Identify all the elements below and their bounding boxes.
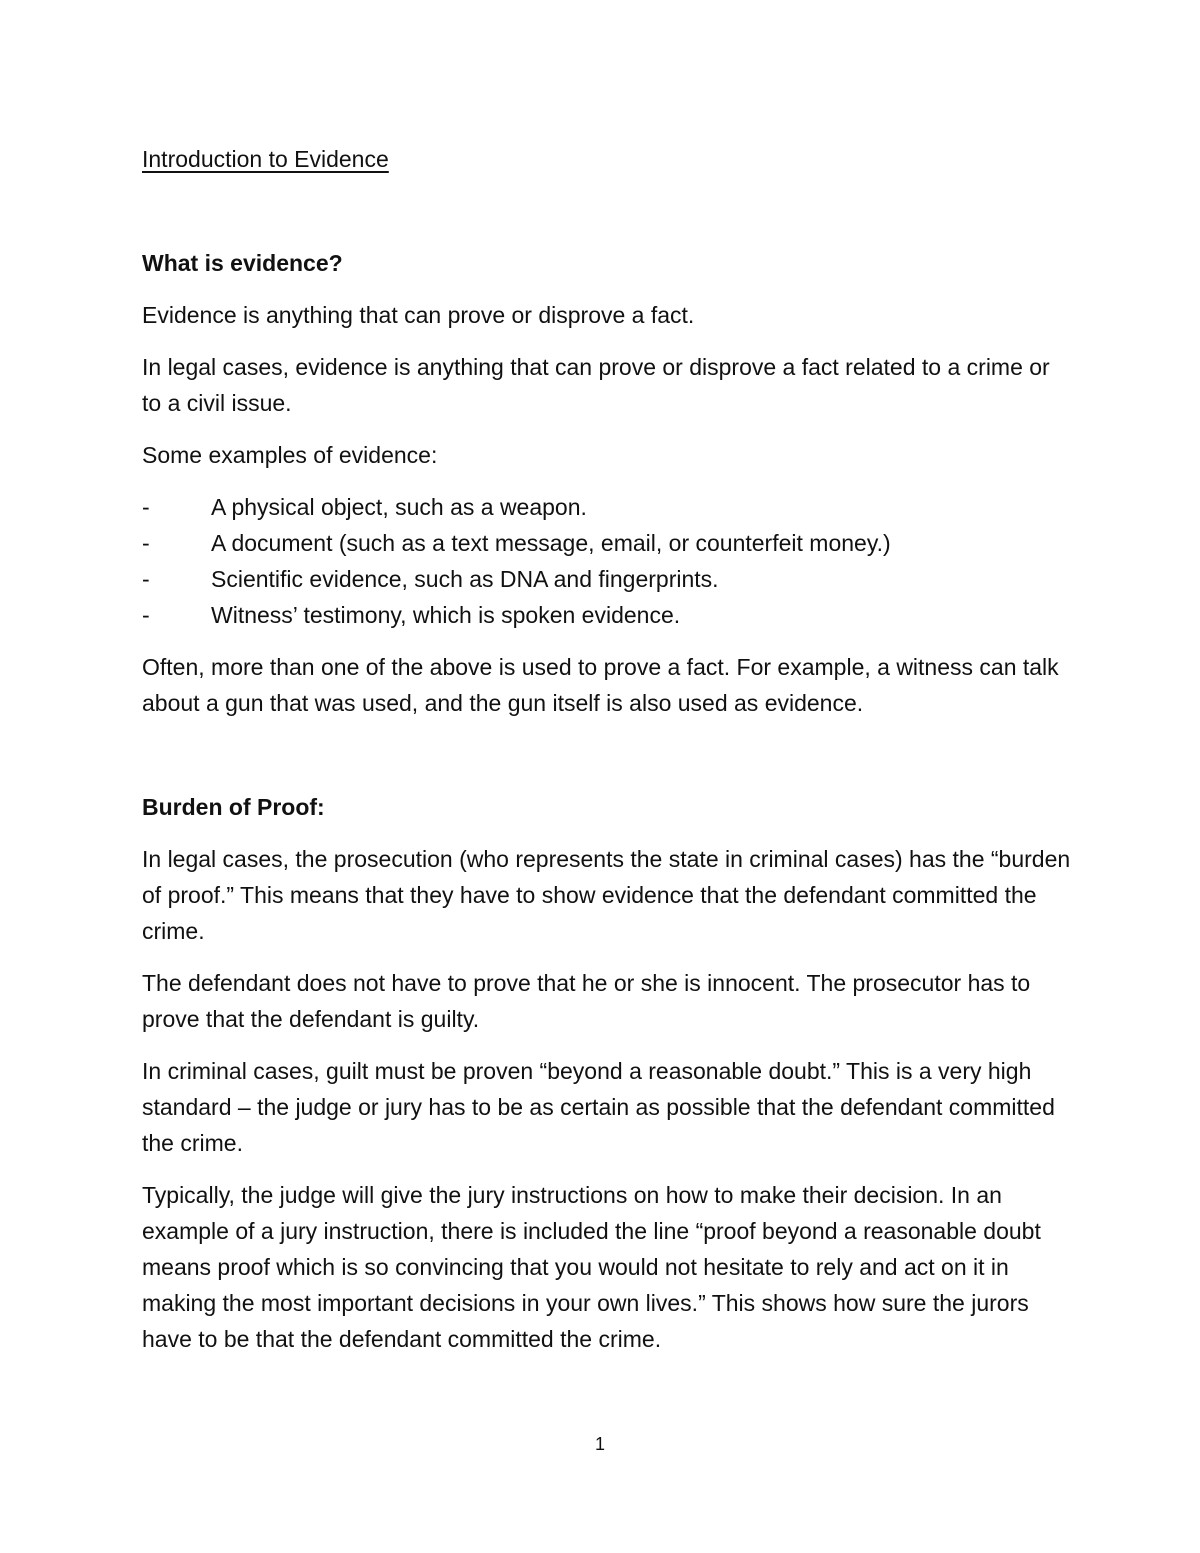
paragraph-evidence-definition: Evidence is anything that can prove or disprove a fact. xyxy=(142,302,695,328)
page-number: 1 xyxy=(594,1434,605,1454)
list-bullet: - xyxy=(142,566,150,592)
paragraph-legal-evidence: In legal cases, evidence is anything that can prove or disprove a fact related to a crime or to a civil issue. xyxy=(142,354,1050,416)
document-body xyxy=(142,141,1072,1373)
paragraph-examples-intro: Some examples of evidence: xyxy=(142,442,438,468)
paragraph-reasonable-doubt: In criminal cases, guilt must be proven “beyond a reasonable doubt.” This is a very high standard – the judge or jury has to be as certain as possible that the defendant committed the crime. xyxy=(142,1058,1055,1156)
list-item xyxy=(142,561,1072,597)
paragraph-multiple-evidence: Often, more than one of the above is used to prove a fact. For example, a witness can talk about a gun that was used, and the gun itself is also used as evidence. xyxy=(142,654,1059,716)
section-heading-burden-of-proof: Burden of Proof: xyxy=(142,794,325,820)
paragraph-prosecution-burden: In legal cases, the prosecution (who represents the state in criminal cases) has the “burden of proof.” This means that they have to show evidence that the defendant committed the crime. xyxy=(142,846,1071,944)
list-item xyxy=(142,525,1072,561)
list-item xyxy=(142,597,1072,633)
list-item-text: A physical object, such as a weapon. xyxy=(211,494,587,520)
list-item-text: A document (such as a text message, email, or counterfeit money.) xyxy=(211,530,891,556)
paragraph-defendant-innocence: The defendant does not have to prove that he or she is innocent. The prosecutor has to prove that the defendant is guilty. xyxy=(142,970,1031,1032)
examples-list xyxy=(142,489,1072,633)
list-bullet: - xyxy=(142,530,150,556)
list-item-text: Witness’ testimony, which is spoken evidence. xyxy=(211,602,681,628)
section-heading-what-is-evidence: What is evidence? xyxy=(142,250,343,276)
paragraph-jury-instructions: Typically, the judge will give the jury instructions on how to make their decision. In an example of a jury instruction, there is included the line “proof beyond a reasonable doubt means proof which is so convincing that you would not hesitate to rely and act on it in making the most important decisions in your own lives.” This shows how sure the jurors have to be that the defendant committed the crime. xyxy=(142,1182,1041,1352)
list-bullet: - xyxy=(142,494,150,520)
list-bullet: - xyxy=(142,602,150,628)
spacer xyxy=(142,177,1072,245)
list-item-text: Scientific evidence, such as DNA and fingerprints. xyxy=(211,566,719,592)
spacer xyxy=(142,737,1072,789)
document-title: Introduction to Evidence xyxy=(142,146,389,172)
list-item xyxy=(142,489,1072,525)
